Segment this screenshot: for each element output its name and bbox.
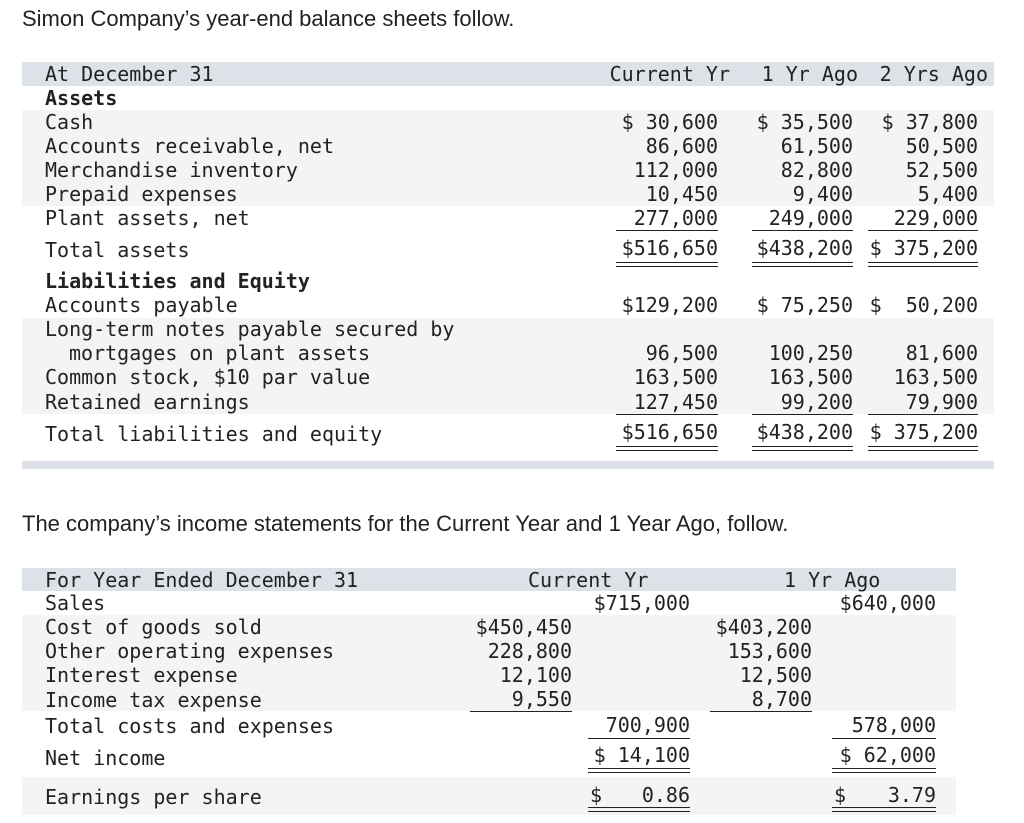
bs-cell-2yr: $ 37,800 (881, 110, 978, 134)
bs-cell-1yr: $ 35,500 (756, 110, 853, 134)
bs-cell-2yr: 163,500 (893, 365, 978, 389)
bs-row-label: Total liabilities and equity (45, 422, 383, 446)
bs-cell-current: $129,200 (621, 293, 718, 317)
bs-row-label: Accounts payable (45, 293, 238, 317)
is-cell-prior-total: $ 62,000 (839, 743, 936, 767)
is-row-label: Interest expense (45, 663, 238, 687)
is-cell-prior-total: 578,000 (851, 713, 936, 737)
income-intro: The company’s income statements for the Current Year and 1 Year Ago, follow. (22, 511, 789, 536)
double-underline (616, 262, 718, 267)
bs-cell-2yr: 52,500 (905, 158, 978, 182)
is-cell-prior-total: $640,000 (839, 591, 936, 615)
bs-cell-current: $516,650 (621, 236, 718, 260)
is-cell-current: $450,450 (475, 615, 572, 639)
is-header-col2: 1 Yr Ago (784, 568, 881, 592)
bs-cell-1yr: 163,500 (768, 365, 853, 389)
bs-cell-1yr: $ 75,250 (756, 293, 853, 317)
underline (470, 711, 572, 712)
underline (868, 414, 978, 415)
bs-row-label: Cash (45, 110, 94, 134)
is-eps-current: 0.86 (641, 783, 690, 807)
underline (868, 230, 978, 231)
is-cell-current-total: 700,900 (605, 713, 690, 737)
bs-header-label: At December 31 (45, 62, 214, 86)
bs-row-label: Retained earnings (45, 390, 250, 414)
bs-cell-current: 86,600 (645, 134, 718, 158)
is-cell-current: 228,800 (487, 639, 572, 663)
double-underline (752, 446, 853, 451)
bs-cell-2yr: 229,000 (893, 206, 978, 230)
bs-row-label: mortgages on plant assets (69, 341, 371, 365)
bs-header-col1: Current Yr (609, 62, 730, 86)
balance-intro: Simon Company’s year-end balance sheets follow. (22, 6, 515, 31)
is-eps-prior-sign: $ (834, 783, 847, 807)
bs-cell-current: 163,500 (633, 365, 718, 389)
bs-cell-2yr: 79,900 (905, 390, 978, 414)
is-row-label: Net income (45, 746, 166, 770)
bs-header-col2: 1 Yr Ago (761, 62, 858, 86)
bs-cell-current: 277,000 (633, 206, 718, 230)
bs-liab-heading: Liabilities and Equity (45, 269, 310, 293)
is-row-label: Total costs and expenses (45, 714, 334, 738)
bs-cell-2yr: 5,400 (917, 182, 978, 206)
is-cell-prior: 12,500 (739, 663, 812, 687)
bs-cell-2yr: $ 375,200 (869, 420, 978, 444)
underline (832, 738, 936, 739)
bs-cell-1yr: 249,000 (768, 206, 853, 230)
bs-cell-2yr: 81,600 (905, 341, 978, 365)
is-row-label: Earnings per share (45, 785, 262, 809)
bs-cell-2yr: 50,500 (905, 134, 978, 158)
bs-cell-1yr: 61,500 (780, 134, 853, 158)
underline (588, 738, 690, 739)
bs-cell-current: 96,500 (645, 341, 718, 365)
bs-cell-2yr: $ 50,200 (869, 293, 978, 317)
bs-assets-heading: Assets (45, 86, 118, 110)
underline (616, 414, 718, 415)
bs-cell-1yr: 100,250 (768, 341, 853, 365)
bs-header-col3: 2 Yrs Ago (879, 62, 988, 86)
is-eps-prior: 3.79 (887, 783, 936, 807)
is-eps-current-sign: $ (590, 783, 603, 807)
bs-row-label: Total assets (45, 238, 190, 262)
is-cell-prior: $403,200 (715, 615, 812, 639)
bs-cell-1yr: 9,400 (792, 182, 853, 206)
bs-cell-current: $516,650 (621, 420, 718, 444)
double-underline (588, 768, 690, 773)
bs-row-label: Plant assets, net (45, 206, 250, 230)
is-cell-current: 9,550 (511, 687, 572, 711)
bs-bottom-bar (22, 461, 994, 469)
is-cell-current: 12,100 (499, 663, 572, 687)
bs-cell-2yr: $ 375,200 (869, 236, 978, 260)
double-underline (868, 262, 978, 267)
bs-row-label: Common stock, $10 par value (45, 365, 371, 389)
bs-row-label: Merchandise inventory (45, 158, 298, 182)
is-cell-prior: 8,700 (751, 687, 812, 711)
double-underline (832, 768, 936, 773)
is-row-label: Sales (45, 591, 106, 615)
is-cell-current-total: $715,000 (593, 591, 690, 615)
is-row-label: Cost of goods sold (45, 615, 262, 639)
double-underline (832, 807, 936, 812)
bs-cell-1yr: $438,200 (756, 420, 853, 444)
is-cell-prior: 153,600 (727, 639, 812, 663)
bs-cell-current: $ 30,600 (621, 110, 718, 134)
bs-cell-current: 10,450 (645, 182, 718, 206)
bs-cell-1yr: $438,200 (756, 236, 853, 260)
underline (752, 414, 853, 415)
is-header-label: For Year Ended December 31 (45, 568, 359, 592)
is-header-col1: Current Yr (528, 568, 649, 592)
bs-row-label: Long-term notes payable secured by (45, 317, 455, 341)
underline (616, 230, 718, 231)
bs-cell-current: 112,000 (633, 158, 718, 182)
double-underline (588, 807, 690, 812)
bs-cell-1yr: 82,800 (780, 158, 853, 182)
double-underline (868, 446, 978, 451)
underline (710, 711, 812, 712)
bs-row-label: Prepaid expenses (45, 182, 238, 206)
underline (752, 230, 853, 231)
is-row-label: Income tax expense (45, 688, 262, 712)
is-cell-current-total: $ 14,100 (593, 743, 690, 767)
bs-cell-current: 127,450 (633, 390, 718, 414)
is-row-label: Other operating expenses (45, 639, 334, 663)
bs-row-label: Accounts receivable, net (45, 134, 334, 158)
double-underline (616, 446, 718, 451)
bs-cell-1yr: 99,200 (780, 390, 853, 414)
double-underline (752, 262, 853, 267)
